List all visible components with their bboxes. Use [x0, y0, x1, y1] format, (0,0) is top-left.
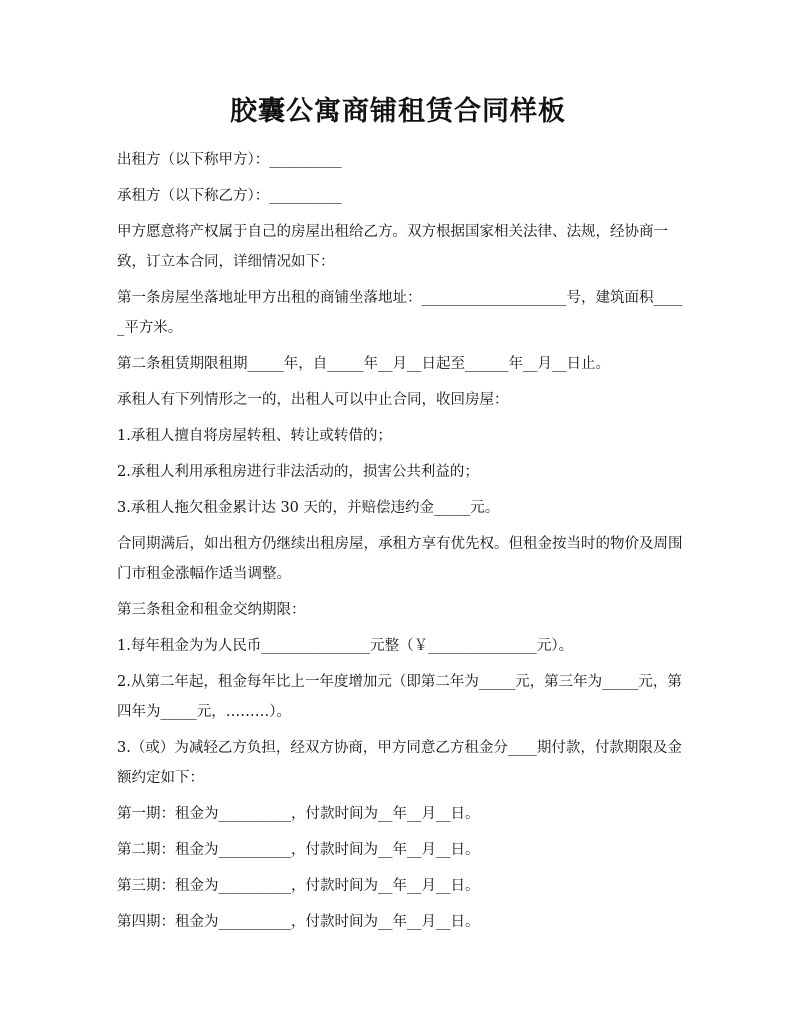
- paragraph-rent-1: 1.每年租金为为人民币_______________元整（￥_______________元）。: [117, 638, 574, 654]
- paragraph-termination-2: 2.承租人利用承租房进行非法活动的，损害公共利益的；: [117, 464, 479, 480]
- paragraph-installment-2: 第二期：租金为__________，付款时间为__年__月__日。: [117, 842, 480, 858]
- paragraph-article-1: 第一条房屋坐落地址甲方出租的商铺坐落地址：____________________号，建筑面积_____平方米。: [117, 290, 683, 336]
- paragraph-article-3: 第三条租金和租金交纳期限：: [117, 602, 306, 618]
- paragraph-lessee: 承租方（以下称乙方）：__________: [117, 188, 342, 204]
- paragraph-lessor: 出租方（以下称甲方）：__________: [117, 152, 342, 168]
- paragraph-installment-1: 第一期：租金为__________，付款时间为__年__月__日。: [117, 806, 480, 822]
- document-body: [117, 145, 683, 943]
- paragraph-termination-1: 1.承租人擅自将房屋转租、转让或转借的；: [117, 428, 392, 444]
- paragraph-termination-intro: 承租人有下列情形之一的，出租人可以中止合同，收回房屋：: [117, 392, 509, 408]
- paragraph-article-2: 第二条租赁期限租期_____年，自_____年__月__日起至______年__月__日止。: [117, 356, 610, 372]
- document-title: 胶囊公寓商铺租赁合同样板: [230, 96, 566, 127]
- paragraph-renewal: 合同期满后，如出租方仍继续出租房屋，承租方享有优先权。但租金按当时的物价及周围门市租金涨幅作适当调整。: [117, 536, 683, 582]
- paragraph-intro: 甲方愿意将产权属于自己的房屋出租给乙方。双方根据国家相关法律、法规，经协商一致，订立本合同，详细情况如下：: [117, 224, 668, 270]
- paragraph-rent-3: 3.（或）为减轻乙方负担，经双方协商，甲方同意乙方租金分____期付款，付款期限及金额约定如下：: [117, 740, 682, 786]
- paragraph-termination-3: 3.承租人拖欠租金累计达 30 天的，并赔偿违约金_____元。: [117, 500, 500, 516]
- paragraph-installment-4: 第四期：租金为__________，付款时间为__年__月__日。: [117, 914, 480, 930]
- paragraph-installment-3: 第三期：租金为__________，付款时间为__年__月__日。: [117, 878, 480, 894]
- paragraph-rent-2: 2.从第二年起，租金每年比上一年度增加元（即第二年为_____元，第三年为_____元，第四年为_____元，………）。: [117, 674, 682, 720]
